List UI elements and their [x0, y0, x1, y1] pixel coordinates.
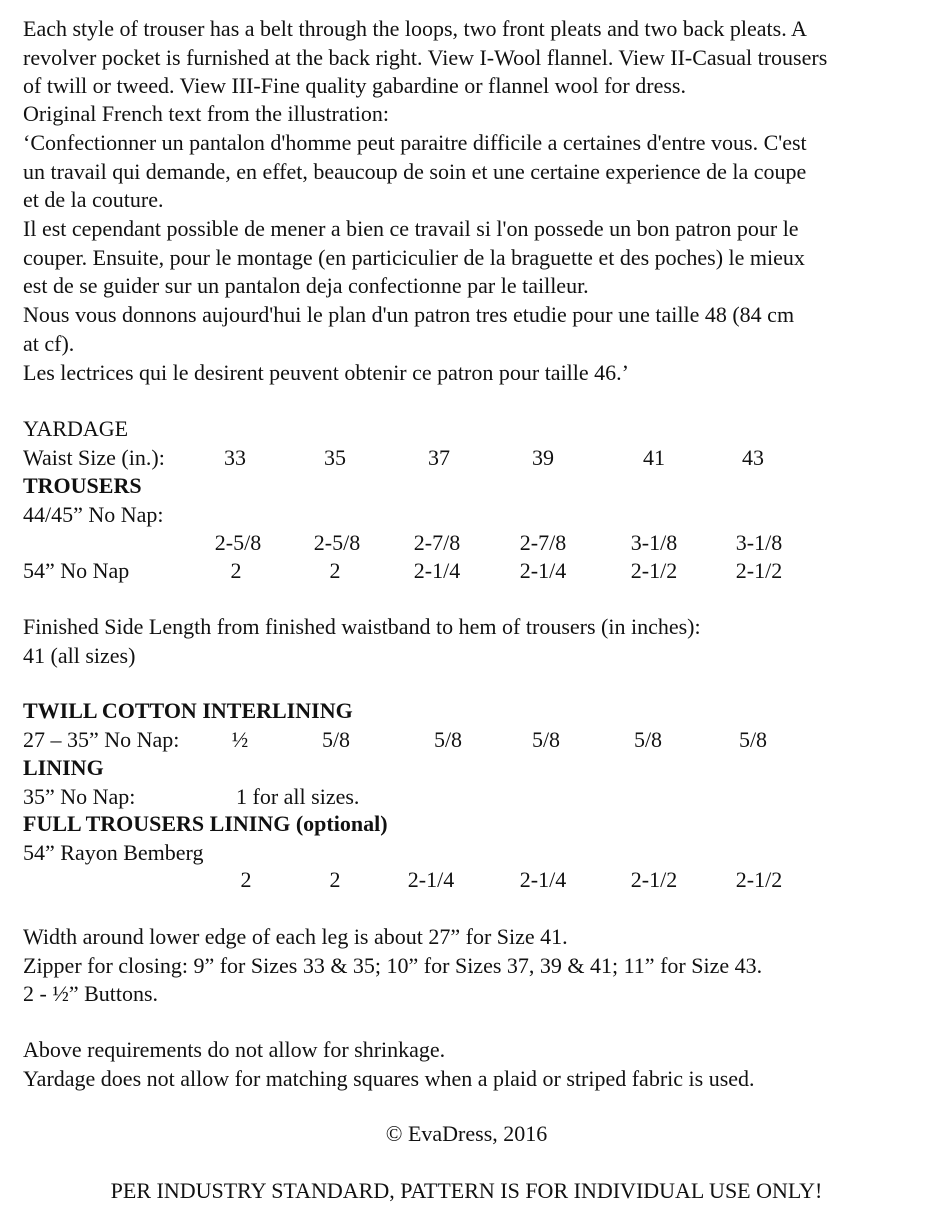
- full-lining-value: 2-1/2: [630, 867, 678, 892]
- intro-line: un travail qui demande, en effet, beaucoup de soin et une certaine experience de la coupe: [23, 159, 807, 184]
- intro-line: at cf).: [23, 331, 75, 356]
- intro-line: Nous vous donnons aujourd'hui le plan d'un patron tres etudie pour une taille 48 (84 cm: [23, 302, 795, 327]
- disclaimer-line: Yardage does not allow for matching squares when a plaid or striped fabric is used.: [23, 1066, 755, 1091]
- intro-line: Il est cependant possible de mener a bien ce travail si l'on possede un bon patron pour le: [23, 216, 799, 241]
- trousers-row1-value: 3-1/8: [630, 530, 678, 555]
- full-lining-value: 2-1/4: [407, 867, 455, 892]
- interlining-value: 5/8: [738, 727, 768, 752]
- intro-line: ‘Confectionner un pantalon d'homme peut paraitre difficile a certaines d'entre vous. C'est: [23, 130, 807, 155]
- trousers-row1-value: 2-7/8: [413, 530, 461, 555]
- lining-label: 35” No Nap:: [23, 784, 136, 809]
- full-lining-label: 54” Rayon Bemberg: [23, 840, 204, 865]
- waist-size: 35: [324, 445, 346, 470]
- intro-line: of twill or tweed. View III-Fine quality gabardine or flannel wool for dress.: [23, 73, 686, 98]
- interlining-heading: TWILL COTTON INTERLINING: [23, 698, 353, 723]
- intro-line: Original French text from the illustration:: [23, 101, 389, 126]
- trousers-row1-value: 3-1/8: [735, 530, 783, 555]
- full-lining-heading: FULL TROUSERS LINING (optional): [23, 811, 388, 836]
- trousers-row2-value: 2: [230, 558, 242, 583]
- waist-size: 37: [428, 445, 450, 470]
- full-lining-value: 2: [240, 867, 252, 892]
- full-lining-value: 2-1/4: [519, 867, 567, 892]
- trousers-row2-value: 2: [329, 558, 341, 583]
- trousers-row1-value: 2-7/8: [519, 530, 567, 555]
- disclaimer-line: Above requirements do not allow for shrinkage.: [23, 1037, 446, 1062]
- intro-line: est de se guider sur un pantalon deja confectionne par le tailleur.: [23, 273, 589, 298]
- interlining-value: 5/8: [433, 727, 463, 752]
- trousers-row2-value: 2-1/2: [735, 558, 783, 583]
- intro-line: et de la couture.: [23, 187, 164, 212]
- lining-heading: LINING: [23, 755, 104, 780]
- note-line: Zipper for closing: 9” for Sizes 33 & 35; 10” for Sizes 37, 39 & 41; 11” for Size 43.: [23, 953, 763, 978]
- trousers-row2-value: 2-1/2: [630, 558, 678, 583]
- interlining-value: ½: [231, 727, 249, 752]
- full-lining-value: 2: [329, 867, 341, 892]
- waist-size: 39: [532, 445, 554, 470]
- trousers-row2-label: 54” No Nap: [23, 558, 130, 583]
- interlining-value: 5/8: [321, 727, 351, 752]
- trousers-heading: TROUSERS: [23, 473, 142, 498]
- side-length-label: Finished Side Length from finished waistband to hem of trousers (in inches):: [23, 614, 701, 639]
- usage-footer: PER INDUSTRY STANDARD, PATTERN IS FOR INDIVIDUAL USE ONLY!: [110, 1178, 823, 1203]
- intro-line: Each style of trouser has a belt through the loops, two front pleats and two back pleats. A: [23, 16, 807, 41]
- waist-size: 41: [643, 445, 665, 470]
- interlining-label: 27 – 35” No Nap:: [23, 727, 180, 752]
- copyright: © EvaDress, 2016: [385, 1121, 548, 1146]
- trousers-row1-label: 44/45” No Nap:: [23, 502, 164, 527]
- interlining-value: 5/8: [531, 727, 561, 752]
- intro-line: couper. Ensuite, pour le montage (en particiculier de la braguette et des poches) le mieux: [23, 245, 805, 270]
- waist-size-label: Waist Size (in.):: [23, 445, 165, 470]
- trousers-row1-value: 2-5/8: [313, 530, 361, 555]
- interlining-value: 5/8: [633, 727, 663, 752]
- trousers-row1-value: 2-5/8: [214, 530, 262, 555]
- full-lining-value: 2-1/2: [735, 867, 783, 892]
- note-line: 2 - ½” Buttons.: [23, 981, 159, 1006]
- note-line: Width around lower edge of each leg is about 27” for Size 41.: [23, 924, 568, 949]
- side-length-value: 41 (all sizes): [23, 643, 136, 668]
- intro-line: Les lectrices qui le desirent peuvent obtenir ce patron pour taille 46.’: [23, 360, 629, 385]
- intro-line: revolver pocket is furnished at the back right. View I-Wool flannel. View II-Casual trousers: [23, 45, 828, 70]
- trousers-row2-value: 2-1/4: [413, 558, 461, 583]
- yardage-heading: YARDAGE: [23, 416, 129, 441]
- trousers-row2-value: 2-1/4: [519, 558, 567, 583]
- waist-size: 43: [742, 445, 764, 470]
- lining-value: 1 for all sizes.: [236, 784, 360, 809]
- waist-size: 33: [224, 445, 246, 470]
